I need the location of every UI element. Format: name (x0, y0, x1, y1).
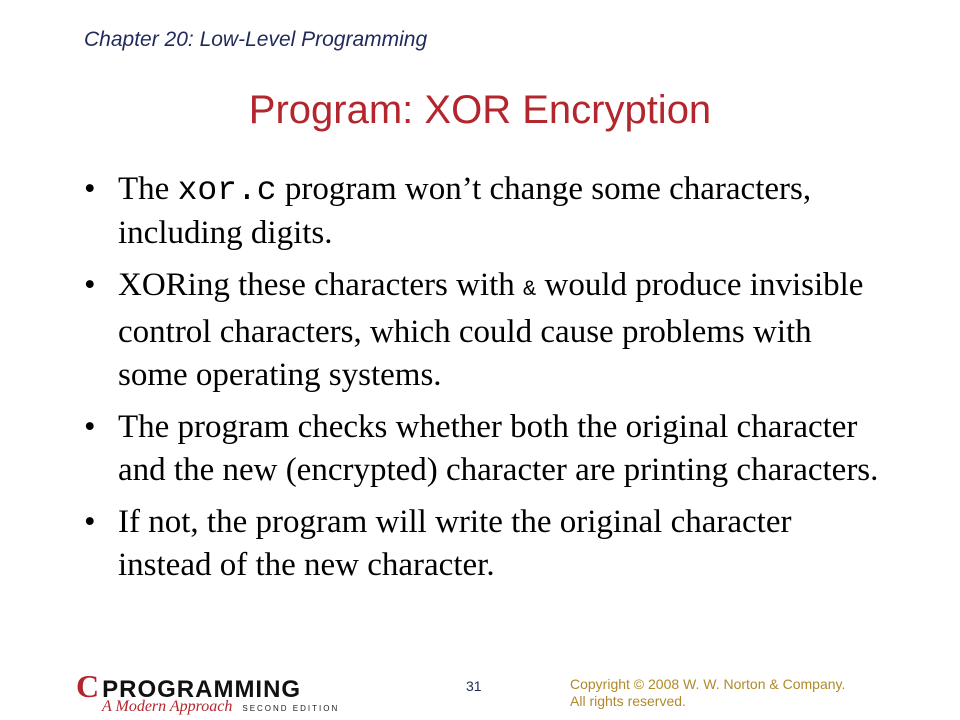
chapter-header: Chapter 20: Low-Level Programming (84, 28, 428, 51)
bullet-item (84, 264, 884, 397)
bullet-text: would produce invisible control characters, which could cause problems with some operating systems. (118, 267, 864, 393)
copyright-line: Copyright © 2008 W. W. Norton & Company. (570, 676, 846, 692)
bullet-item (84, 406, 884, 492)
bullet-dot: • (84, 171, 96, 207)
copyright-notice (570, 676, 930, 710)
bullet-dot: • (84, 267, 96, 303)
logo-subtitle-text: A Modern Approach (102, 698, 233, 715)
bullet-item (84, 501, 884, 587)
logo-letter: C (76, 668, 101, 704)
book-logo (76, 668, 366, 716)
logo-word: PROGRAMMING (102, 676, 302, 703)
logo-subtitle (102, 698, 339, 716)
bullet-text: The program checks whether both the original character and the new (encrypted) character are printing characters. (118, 409, 879, 488)
bullet-text: XORing these characters with (118, 267, 524, 303)
bullet-dot: • (84, 409, 96, 445)
copyright-line: All rights reserved. (570, 693, 686, 709)
bullet-text: The (118, 171, 178, 207)
slide-title: Program: XOR Encryption (248, 88, 712, 132)
page-number: 31 (466, 678, 482, 694)
code-snippet: & (523, 277, 537, 302)
logo-edition: SECOND EDITION (242, 704, 340, 713)
bullet-text: program won’t change some characters, including digits. (118, 171, 812, 251)
bullet-text: If not, the program will write the original character instead of the new character. (118, 504, 792, 583)
bullet-item (84, 168, 884, 255)
bullet-list (84, 168, 884, 596)
code-snippet: xor.c (177, 172, 277, 209)
bullet-dot: • (84, 504, 96, 540)
